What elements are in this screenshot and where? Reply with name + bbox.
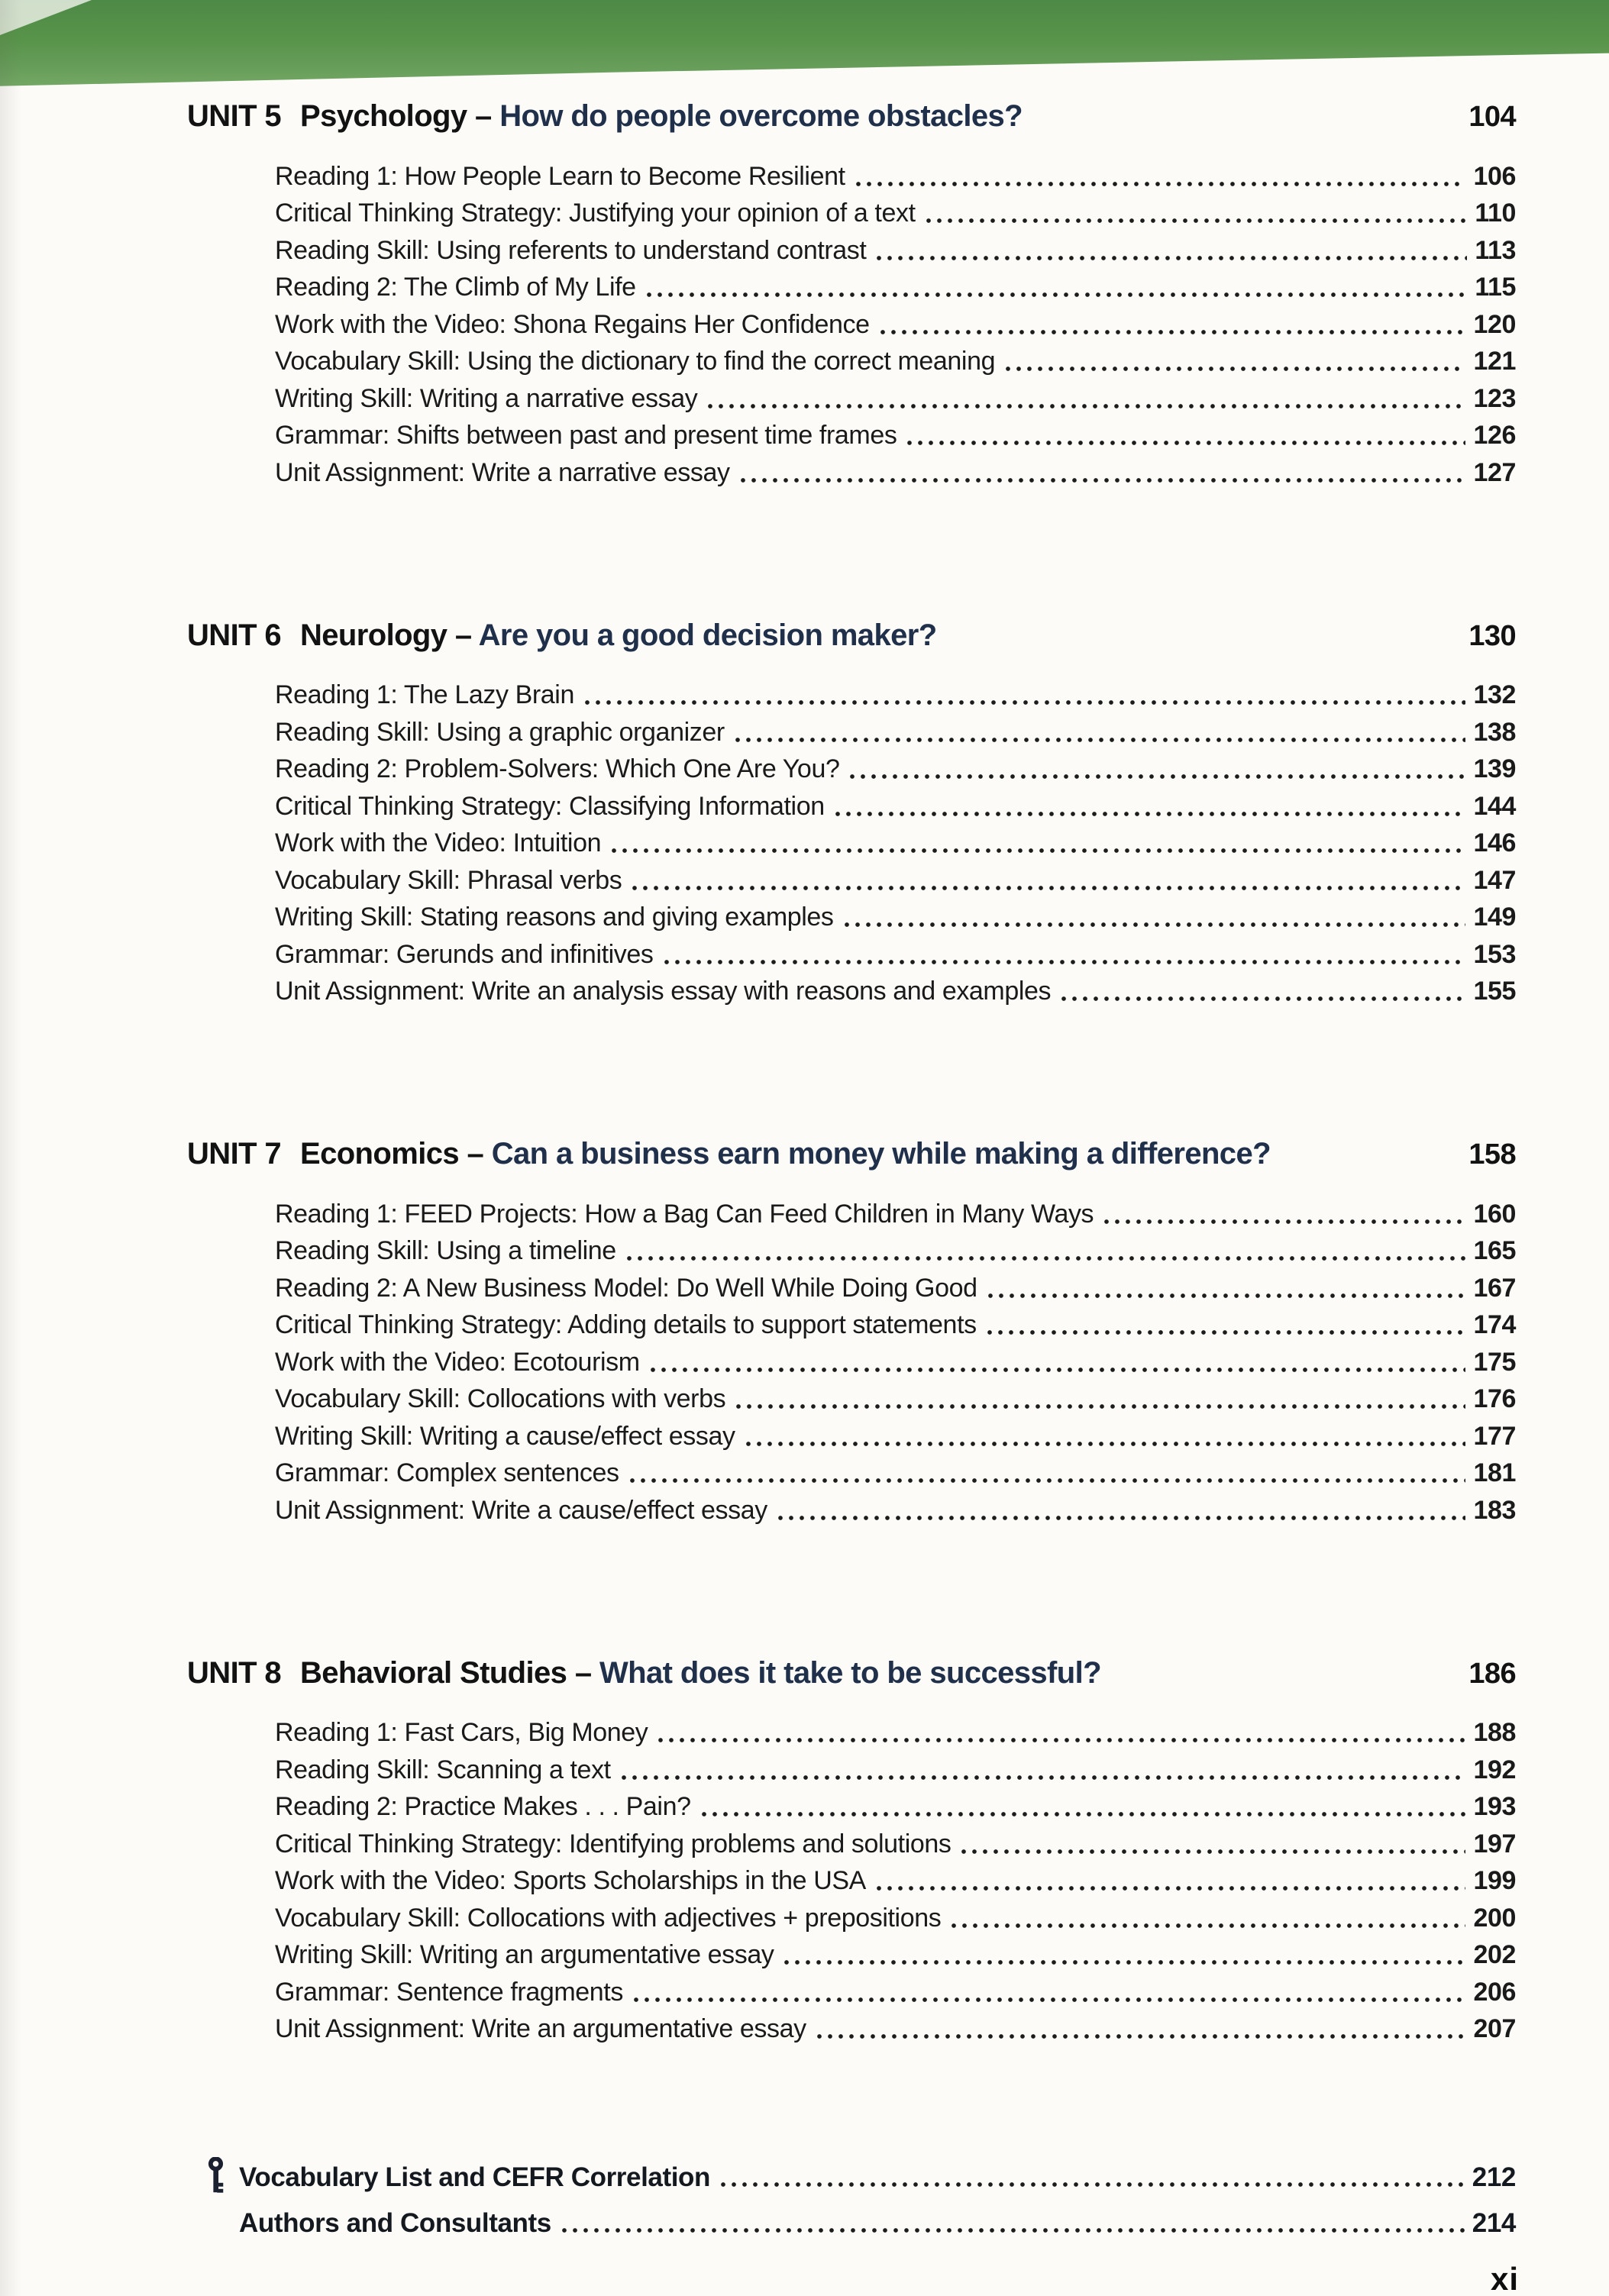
toc-item-label: Critical Thinking Strategy: Justifying your opinion of a text (275, 199, 916, 228)
folio-page-number: xi (1490, 2261, 1519, 2296)
unit-topic: Behavioral Studies (300, 1655, 567, 1690)
dot-leader (850, 774, 1465, 779)
toc-item-label: Reading 2: The Climb of My Life (275, 273, 636, 302)
dot-leader (856, 182, 1466, 186)
toc-item-page-number: 165 (1473, 1236, 1516, 1265)
toc-item-page-number: 207 (1473, 2014, 1516, 2043)
scan-left-shadow (0, 0, 21, 2296)
dot-leader (877, 256, 1467, 260)
toc-item-label: Reading 2: Problem-Solvers: Which One Are You? (275, 754, 840, 783)
toc-item-page-number: 110 (1475, 199, 1516, 228)
toc-item-label: Critical Thinking Strategy: Classifying Information (275, 791, 825, 821)
dot-leader (988, 1293, 1466, 1298)
toc-item-label: Reading 1: Fast Cars, Big Money (275, 1718, 648, 1747)
dot-leader (907, 441, 1465, 445)
toc-item-label: Vocabulary Skill: Phrasal verbs (275, 865, 622, 895)
unit-page-number: 104 (1468, 101, 1516, 133)
unit-topic: Psychology (300, 99, 467, 133)
toc-item-label: Unit Assignment: Write an argumentative essay (275, 2014, 806, 2043)
toc-item-page-number: 126 (1473, 421, 1516, 450)
toc-item-label: Reading Skill: Scanning a text (275, 1755, 611, 1784)
toc-item-page-number: 144 (1473, 791, 1516, 821)
toc-item-page-number: 183 (1473, 1495, 1516, 1525)
toc-item-row (187, 937, 1516, 974)
toc-item-row (187, 1826, 1516, 1864)
toc-item-row (187, 1345, 1516, 1382)
dot-leader (961, 1849, 1465, 1854)
unit-heading (187, 1137, 1516, 1184)
dot-leader (612, 848, 1465, 853)
toc-item-row (187, 1900, 1516, 1938)
toc-item-label: Vocabulary Skill: Collocations with adjectives + prepositions (275, 1903, 942, 1933)
toc-item-row (187, 900, 1516, 938)
dot-leader (778, 1516, 1466, 1520)
toc-item-page-number: 188 (1473, 1718, 1516, 1747)
unit-title (300, 618, 1453, 653)
toc-item-row (187, 1864, 1516, 1901)
toc-item-page-number: 175 (1473, 1347, 1516, 1377)
toc-unit (187, 1137, 1516, 1530)
toc-item-row (187, 1382, 1516, 1419)
unit-separator: – (467, 99, 500, 133)
table-of-contents (187, 99, 1516, 2243)
toc-item-row (187, 1752, 1516, 1790)
toc-item-row (187, 1271, 1516, 1308)
toc-item-label: Critical Thinking Strategy: Identifying problems and solutions (275, 1829, 952, 1858)
toc-item-label: Unit Assignment: Write a cause/effect essay (275, 1495, 767, 1525)
dot-leader (627, 1256, 1466, 1261)
dot-leader (708, 404, 1465, 409)
toc-item-page-number: 147 (1473, 865, 1516, 895)
toc-unit (187, 1656, 1516, 2049)
dot-leader (647, 292, 1468, 297)
toc-item-row (187, 1493, 1516, 1530)
toc-item-label: Unit Assignment: Write an analysis essay with reasons and examples (275, 977, 1052, 1006)
header-green-band (0, 0, 1609, 92)
back-matter-page-number: 212 (1472, 2162, 1516, 2192)
dot-leader (926, 218, 1468, 223)
toc-item-label: Writing Skill: Writing an argumentative essay (275, 1940, 774, 1969)
toc-item-row (187, 418, 1516, 456)
toc-item-label: Reading Skill: Using a timeline (275, 1236, 616, 1265)
toc-item-page-number: 115 (1475, 273, 1516, 302)
back-matter-row-authors (187, 2198, 1516, 2243)
toc-item-label: Writing Skill: Stating reasons and giving examples (275, 903, 834, 932)
dot-leader (987, 1330, 1466, 1335)
dot-leader (746, 1442, 1466, 1446)
toc-item-row (187, 196, 1516, 234)
toc-item-row (187, 381, 1516, 418)
unit-topic: Neurology (300, 618, 447, 652)
toc-item-row (187, 159, 1516, 196)
toc-item-label: Reading 1: FEED Projects: How a Bag Can Feed Children in Many Ways (275, 1199, 1094, 1229)
toc-item-page-number: 113 (1475, 235, 1516, 265)
dot-leader (658, 1738, 1465, 1742)
unit-question: Can a business earn money while making a difference? (491, 1137, 1271, 1171)
unit-question: What does it take to be successful? (599, 1655, 1101, 1690)
toc-item-label: Critical Thinking Strategy: Adding details to support statements (275, 1310, 977, 1339)
unit-title (300, 1656, 1453, 1691)
toc-item-page-number: 193 (1473, 1792, 1516, 1821)
unit-separator: – (567, 1655, 600, 1690)
toc-item-row (187, 307, 1516, 344)
toc-item-row (187, 863, 1516, 900)
toc-item-page-number: 177 (1473, 1421, 1516, 1451)
dot-leader (632, 886, 1465, 890)
toc-item-label: Grammar: Sentence fragments (275, 1977, 623, 2007)
toc-item-page-number: 132 (1473, 680, 1516, 709)
toc-item-row (187, 2012, 1516, 2049)
unit-question: How do people overcome obstacles? (499, 99, 1023, 133)
toc-item-row (187, 270, 1516, 308)
toc-item-page-number: 181 (1473, 1458, 1516, 1487)
unit-label: UNIT 6 (187, 618, 282, 652)
toc-item-row (187, 1308, 1516, 1345)
toc-item-row (187, 1938, 1516, 1975)
toc-item-row (187, 1196, 1516, 1234)
dot-leader (1006, 367, 1465, 371)
toc-item-page-number: 167 (1473, 1273, 1516, 1303)
dot-leader (1061, 996, 1465, 1001)
toc-item-row (187, 1419, 1516, 1456)
dot-leader (702, 1812, 1466, 1816)
dot-leader (741, 478, 1466, 483)
back-matter-label: Vocabulary List and CEFR Correlation (239, 2162, 711, 2192)
unit-page-number: 186 (1468, 1657, 1516, 1690)
toc-item-row (187, 233, 1516, 270)
toc-item-label: Grammar: Complex sentences (275, 1458, 619, 1487)
toc-item-page-number: 120 (1473, 309, 1516, 339)
key-icon (205, 2157, 239, 2198)
toc-item-label: Grammar: Shifts between past and present time frames (275, 421, 897, 450)
toc-unit (187, 99, 1516, 492)
toc-item-page-number: 192 (1473, 1755, 1516, 1784)
dot-leader (835, 812, 1466, 816)
toc-item-page-number: 200 (1473, 1903, 1516, 1933)
toc-item-row (187, 752, 1516, 790)
toc-item-row (187, 678, 1516, 715)
unit-label: UNIT 7 (187, 1137, 282, 1171)
dot-leader (651, 1368, 1466, 1372)
icon-slot-empty (205, 2239, 239, 2243)
dot-leader (736, 1404, 1465, 1409)
toc-item-row (187, 455, 1516, 492)
toc-item-page-number: 155 (1473, 977, 1516, 1006)
toc-item-row (187, 715, 1516, 752)
dot-leader (622, 1775, 1466, 1780)
dot-leader (817, 2034, 1466, 2039)
toc-item-page-number: 123 (1473, 383, 1516, 413)
toc-item-label: Reading 1: How People Learn to Become Resilient (275, 161, 845, 191)
toc-item-page-number: 160 (1473, 1199, 1516, 1229)
dot-leader (845, 922, 1466, 927)
dot-leader (784, 1960, 1465, 1965)
toc-item-page-number: 153 (1473, 939, 1516, 969)
toc-item-row (187, 1234, 1516, 1271)
dot-leader (585, 700, 1466, 705)
unit-items (187, 1196, 1516, 1530)
toc-item-label: Vocabulary Skill: Collocations with verbs (275, 1384, 726, 1413)
dot-leader (630, 1478, 1466, 1483)
toc-item-row (187, 826, 1516, 864)
unit-heading (187, 1656, 1516, 1703)
unit-title (300, 1137, 1453, 1171)
toc-item-page-number: 146 (1473, 828, 1516, 857)
toc-item-page-number: 199 (1473, 1866, 1516, 1895)
toc-item-page-number: 202 (1473, 1940, 1516, 1969)
unit-separator: – (459, 1137, 492, 1171)
toc-item-label: Writing Skill: Writing a cause/effect essay (275, 1421, 735, 1451)
unit-separator: – (447, 618, 479, 652)
toc-item-label: Work with the Video: Shona Regains Her Confidence (275, 309, 870, 339)
toc-item-row (187, 1790, 1516, 1827)
back-matter-label: Authors and Consultants (239, 2208, 551, 2238)
unit-question: Are you a good decision maker? (478, 618, 937, 652)
toc-item-label: Grammar: Gerunds and infinitives (275, 939, 654, 969)
toc-item-label: Writing Skill: Writing a narrative essay (275, 383, 698, 413)
toc-item-page-number: 149 (1473, 903, 1516, 932)
toc-item-label: Unit Assignment: Write a narrative essay (275, 457, 730, 487)
toc-item-page-number: 121 (1473, 347, 1516, 376)
toc-unit (187, 618, 1516, 1012)
toc-item-label: Reading Skill: Using a graphic organizer (275, 717, 725, 747)
toc-item-row (187, 1456, 1516, 1494)
toc-item-label: Work with the Video: Intuition (275, 828, 602, 857)
dot-leader (634, 1997, 1466, 2002)
back-matter-row-vocabulary (187, 2152, 1516, 2198)
toc-item-page-number: 139 (1473, 754, 1516, 783)
unit-label: UNIT 8 (187, 1655, 282, 1690)
toc-item-label: Work with the Video: Ecotourism (275, 1347, 640, 1377)
dot-leader (877, 1886, 1466, 1891)
unit-page-number: 130 (1468, 619, 1516, 652)
toc-item-row (187, 1975, 1516, 2012)
toc-item-label: Vocabulary Skill: Using the dictionary to find the correct meaning (275, 347, 996, 376)
dot-leader (664, 960, 1466, 964)
unit-page-number: 158 (1468, 1138, 1516, 1171)
toc-item-page-number: 206 (1473, 1977, 1516, 2007)
dot-leader (721, 2182, 1465, 2187)
toc-item-label: Reading 2: A New Business Model: Do Well While Doing Good (275, 1273, 977, 1303)
unit-items (187, 1716, 1516, 2049)
unit-items (187, 159, 1516, 492)
toc-item-label: Work with the Video: Sports Scholarships in the USA (275, 1866, 866, 1895)
dot-leader (1104, 1219, 1465, 1224)
toc-item-label: Reading 1: The Lazy Brain (275, 680, 574, 709)
unit-label: UNIT 5 (187, 99, 282, 133)
toc-item-page-number: 127 (1473, 457, 1516, 487)
dot-leader (952, 1923, 1465, 1928)
toc-item-page-number: 176 (1473, 1384, 1516, 1413)
dot-leader (735, 738, 1466, 742)
unit-title (300, 99, 1453, 134)
toc-item-row (187, 789, 1516, 826)
toc-item-page-number: 174 (1473, 1310, 1516, 1339)
toc-item-label: Reading Skill: Using referents to understand contrast (275, 235, 867, 265)
toc-item-page-number: 197 (1473, 1829, 1516, 1858)
unit-heading (187, 99, 1516, 147)
toc-units (187, 99, 1516, 2049)
toc-item-label: Reading 2: Practice Makes . . . Pain? (275, 1792, 691, 1821)
dot-leader (880, 330, 1466, 334)
toc-item-row (187, 974, 1516, 1012)
toc-item-page-number: 138 (1473, 717, 1516, 747)
dot-leader (562, 2228, 1465, 2233)
unit-heading (187, 618, 1516, 666)
toc-item-row (187, 344, 1516, 382)
back-matter (187, 2152, 1516, 2243)
back-matter-page-number: 214 (1472, 2208, 1516, 2238)
unit-items (187, 678, 1516, 1012)
toc-item-row (187, 1716, 1516, 1753)
toc-item-page-number: 106 (1473, 161, 1516, 191)
unit-topic: Economics (300, 1137, 459, 1171)
